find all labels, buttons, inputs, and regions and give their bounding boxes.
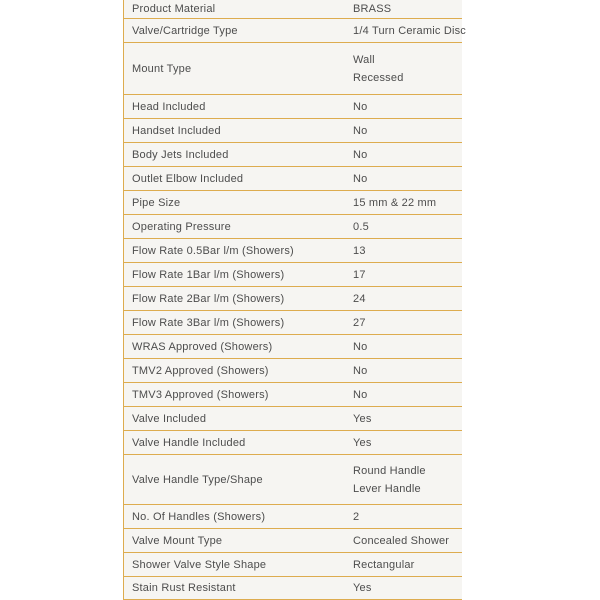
spec-value — [353, 170, 462, 188]
spec-value-line: 27 — [353, 316, 366, 329]
spec-value-line: 17 — [353, 268, 366, 281]
spec-label: Valve Mount Type — [132, 534, 223, 547]
spec-value — [353, 314, 462, 332]
table-row — [124, 407, 462, 431]
spec-value — [353, 0, 462, 18]
spec-label: WRAS Approved (Showers) — [132, 340, 273, 353]
spec-value-line: 15 mm & 22 mm — [353, 196, 437, 209]
spec-label: Flow Rate 2Bar l/m (Showers) — [132, 292, 285, 305]
spec-value-line: Yes — [353, 582, 372, 594]
spec-label: Head Included — [132, 100, 206, 113]
spec-value-line: Lever Handle — [353, 482, 421, 495]
spec-value — [353, 194, 462, 212]
spec-value — [353, 338, 462, 356]
table-row — [124, 167, 462, 191]
spec-value — [353, 122, 462, 140]
spec-value-line: No — [353, 148, 368, 161]
spec-value — [353, 410, 462, 428]
table-row — [124, 19, 467, 43]
spec-value — [353, 51, 462, 87]
table-row — [124, 431, 462, 455]
table-row — [124, 529, 462, 553]
spec-label: Valve Included — [132, 412, 207, 425]
table-row — [124, 0, 462, 19]
table-row — [124, 335, 462, 359]
table-row — [124, 455, 462, 505]
spec-label: Valve Handle Included — [132, 436, 246, 449]
spec-label: No. Of Handles (Showers) — [132, 510, 266, 523]
spec-value-line: 24 — [353, 292, 366, 305]
spec-label: TMV3 Approved (Showers) — [132, 388, 269, 401]
spec-label: Stain Rust Resistant — [132, 582, 236, 594]
spec-value — [353, 362, 462, 380]
spec-value — [353, 434, 462, 452]
spec-label: Handset Included — [132, 124, 221, 137]
spec-label: Mount Type — [132, 62, 192, 75]
table-row — [124, 505, 462, 529]
spec-value — [353, 508, 462, 526]
spec-label: Valve/Cartridge Type — [132, 24, 238, 37]
table-row — [124, 577, 462, 600]
table-row — [124, 553, 462, 577]
spec-value — [353, 266, 462, 284]
table-row — [124, 287, 462, 311]
spec-value — [353, 462, 462, 498]
spec-value-line: Wall — [353, 53, 375, 66]
spec-label: TMV2 Approved (Showers) — [132, 364, 269, 377]
spec-label: Operating Pressure — [132, 220, 231, 233]
spec-value-line: BRASS — [353, 3, 392, 15]
spec-label: Valve Handle Type/Shape — [132, 473, 263, 486]
table-row — [124, 239, 462, 263]
table-row — [124, 95, 462, 119]
table-row — [124, 215, 462, 239]
spec-value — [353, 290, 462, 308]
spec-label: Body Jets Included — [132, 148, 229, 161]
spec-value — [353, 532, 462, 550]
spec-value-line: Recessed — [353, 71, 404, 84]
spec-value-line: Yes — [353, 412, 372, 425]
spec-table — [123, 0, 467, 600]
spec-value-line: 13 — [353, 244, 366, 257]
table-row — [124, 383, 462, 407]
spec-value — [353, 22, 466, 40]
spec-value — [353, 386, 462, 404]
spec-value-line: Round Handle — [353, 464, 426, 477]
spec-value-line: No — [353, 100, 368, 113]
spec-label: Flow Rate 0.5Bar l/m (Showers) — [132, 244, 294, 257]
spec-label: Shower Valve Style Shape — [132, 558, 267, 571]
table-row — [124, 43, 462, 95]
table-row — [124, 359, 462, 383]
spec-value — [353, 242, 462, 260]
table-row — [124, 143, 462, 167]
spec-value — [353, 556, 462, 574]
spec-value — [353, 218, 462, 236]
spec-label: Flow Rate 1Bar l/m (Showers) — [132, 268, 285, 281]
spec-value-line: 2 — [353, 510, 360, 523]
spec-value-line: Yes — [353, 436, 372, 449]
spec-value-line: Concealed Shower — [353, 534, 450, 547]
spec-value-line: No — [353, 124, 368, 137]
spec-value — [353, 98, 462, 116]
spec-value-line: 1/4 Turn Ceramic Disc — [353, 24, 467, 37]
spec-value-line: 0.5 — [353, 220, 369, 233]
spec-value-line: No — [353, 388, 368, 401]
spec-label: Flow Rate 3Bar l/m (Showers) — [132, 316, 285, 329]
spec-value — [353, 579, 462, 597]
table-row — [124, 263, 462, 287]
spec-value-line: No — [353, 172, 368, 185]
spec-label: Product Material — [132, 3, 216, 15]
spec-value-line: No — [353, 364, 368, 377]
table-row — [124, 311, 462, 335]
spec-value-line: Rectangular — [353, 558, 415, 571]
spec-label: Outlet Elbow Included — [132, 172, 244, 185]
spec-label: Pipe Size — [132, 196, 181, 209]
table-row — [124, 119, 462, 143]
spec-value — [353, 146, 462, 164]
table-row — [124, 191, 462, 215]
spec-value-line: No — [353, 340, 368, 353]
